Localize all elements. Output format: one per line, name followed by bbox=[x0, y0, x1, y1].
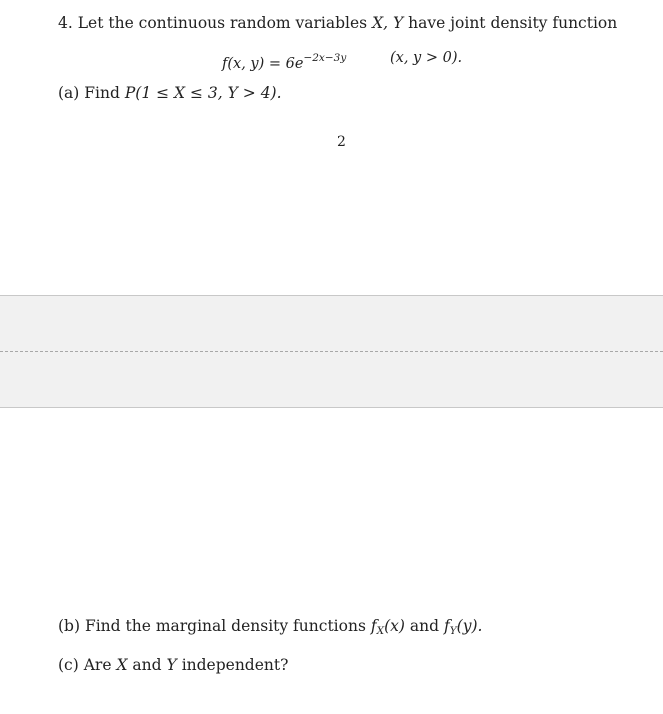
part-b bbox=[58, 616, 482, 641]
page-separator bbox=[0, 295, 663, 408]
part-b-text: Find the marginal density functions bbox=[84, 617, 366, 635]
question-number: 4. bbox=[58, 14, 73, 32]
part-a-expression: P(1 ≤ X ≤ 3, Y > 4). bbox=[124, 84, 282, 102]
density-formula bbox=[222, 48, 346, 74]
part-c-text-3: independent? bbox=[181, 656, 289, 674]
part-b-and: and bbox=[409, 617, 440, 635]
part-a bbox=[58, 83, 282, 103]
part-c-label: (c) bbox=[58, 656, 79, 674]
marginal-fx-subscript: X bbox=[376, 625, 385, 637]
marginal-fy-arg: (y). bbox=[456, 617, 483, 635]
question-header bbox=[58, 13, 617, 33]
part-a-label: (a) bbox=[58, 84, 80, 102]
part-c-text-1: Are bbox=[83, 656, 112, 674]
formula-lhs: f(x, y) = 6e bbox=[222, 56, 304, 72]
part-c-var-x: X bbox=[116, 656, 128, 674]
part-a-text: Find bbox=[84, 84, 120, 102]
formula-domain: (x, y > 0). bbox=[390, 50, 463, 66]
part-c-var-y: Y bbox=[166, 656, 177, 674]
question-intro-end: have joint density function bbox=[408, 14, 618, 32]
marginal-fx-f: f bbox=[370, 617, 377, 635]
part-b-label: (b) bbox=[58, 617, 81, 635]
question-intro: Let the continuous random variables bbox=[77, 14, 368, 32]
page-number: 2 bbox=[337, 134, 346, 150]
formula-exponent: −2x−3y bbox=[303, 52, 347, 64]
question-variables: X, Y bbox=[372, 14, 404, 32]
page-break-line bbox=[0, 351, 663, 352]
marginal-fy-subscript: Y bbox=[449, 625, 457, 637]
part-c bbox=[58, 655, 288, 675]
marginal-fx-arg: (x) bbox=[384, 617, 405, 635]
marginal-fy-f: f bbox=[443, 617, 450, 635]
part-c-text-2: and bbox=[132, 656, 162, 674]
